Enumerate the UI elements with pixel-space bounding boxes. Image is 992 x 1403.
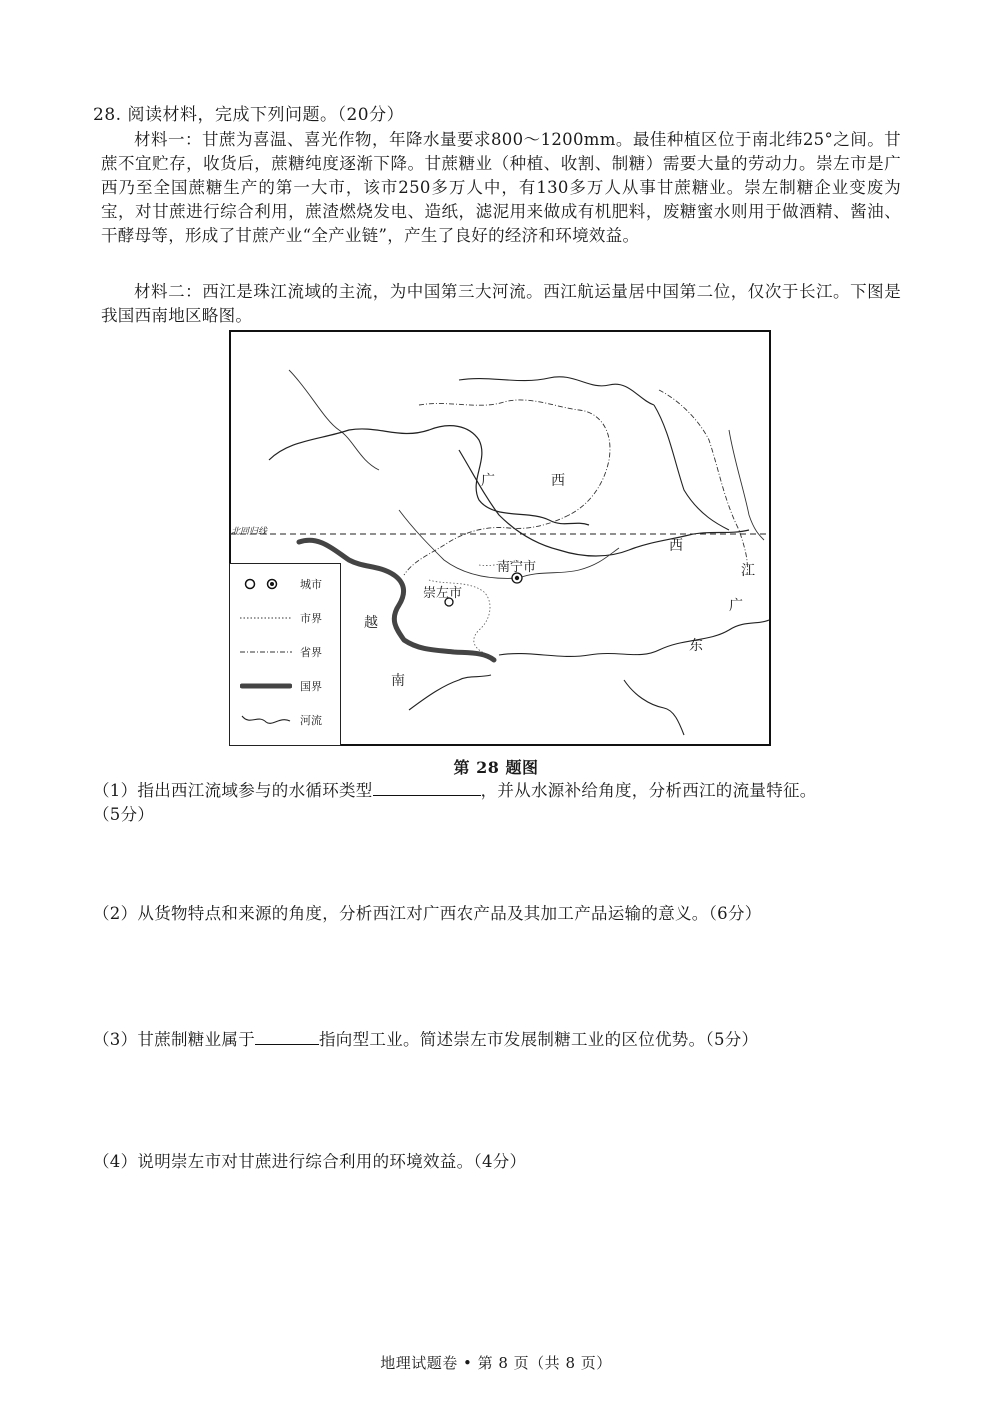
guangdong-label-2: 东	[689, 638, 703, 654]
sub-question-3-text-b: 指向型工业。简述崇左市发展制糖工业的区位优势。（5分）	[319, 1030, 759, 1049]
chongzuo-label: 崇左市	[423, 586, 463, 601]
legend-city-label: 城市	[300, 578, 322, 591]
material-two: 材料二：西江是珠江流域的主流，为中国第三大河流。西江航运量居中国第二位，仅次于长江。下图是我国西南地区略图。	[101, 282, 901, 325]
answer-blank-1[interactable]	[373, 777, 481, 796]
sub-question-3	[93, 1026, 913, 1052]
map-legend	[229, 563, 341, 746]
legend-city	[238, 574, 334, 594]
figure-caption: 第 28 题图	[453, 758, 539, 777]
legend-province-boundary-label: 省界	[300, 646, 322, 659]
province-boundary-icon	[240, 644, 292, 660]
legend-river	[238, 710, 334, 730]
vietnam-label-1: 越	[364, 615, 378, 631]
guangxi-label-2: 西	[551, 473, 565, 489]
nanning-city-dot	[515, 576, 519, 580]
xijiang-label-1: 西	[669, 538, 683, 554]
sub-question-1-text-a: （1）指出西江流域参与的水循环类型	[93, 781, 373, 800]
vietnam-label-2: 南	[391, 673, 405, 689]
page-footer: 地理试题卷 • 第 8 页（共 8 页）	[380, 1354, 612, 1372]
sub-question-3-text-a: （3）甘蔗制糖业属于	[93, 1030, 255, 1049]
answer-blank-3[interactable]	[255, 1026, 319, 1045]
southwest-china-map	[229, 330, 771, 746]
legend-national-boundary-label: 国界	[300, 680, 322, 693]
city-boundary-icon	[240, 610, 292, 626]
sub-question-2: （2）从货物特点和来源的角度，分析西江对广西农产品及其加工产品运输的意义。（6分）	[93, 904, 762, 923]
sub-question-1	[93, 777, 913, 827]
legend-river-label: 河流	[300, 714, 322, 727]
xijiang-label-2: 江	[741, 563, 755, 579]
guangxi-label-1: 广	[481, 473, 495, 489]
river-icon	[240, 712, 292, 728]
legend-city-boundary	[238, 608, 334, 628]
material-one: 材料一：甘蔗为喜温、喜光作物，年降水量要求800～1200mm。最佳种植区位于南北纬25°之间。甘蔗不宜贮存，收货后，蔗糖纯度逐渐下降。甘蔗糖业（种植、收割、制糖）需要大量的劳动力。崇左市是广西乃至全国蔗糖生产的第一大市，该市250多万人中，有130多万人从事甘蔗糖业。崇左制糖企业变废为宝，对甘蔗进行综合利用，蔗渣燃烧发电、造纸，滤泥用来做成有机肥料，废糖蜜水则用于做酒精、酱油、干酵母等，形成了甘蔗产业“全产业链”，产生了良好的经济和环境效益。	[101, 130, 901, 245]
legend-city-boundary-label: 市界	[300, 612, 322, 625]
sub-question-4: （4）说明崇左市对甘蔗进行综合利用的环境效益。（4分）	[93, 1152, 527, 1171]
sub-question-1-score: （5分）	[93, 805, 155, 824]
sub-question-1-text-b: ，并从水源补给角度，分析西江的流量特征。	[480, 781, 817, 800]
city-symbol-icon	[240, 576, 292, 592]
guangdong-label-1: 广	[729, 598, 743, 614]
nanning-label: 南宁市	[497, 560, 537, 575]
national-boundary-icon	[240, 678, 292, 694]
legend-national-boundary	[238, 676, 334, 696]
tropic-of-cancer-label: 北回归线	[231, 527, 268, 537]
question-title: 28. 阅读材料，完成下列问题。（20分）	[93, 105, 405, 125]
legend-province-boundary	[238, 642, 334, 662]
